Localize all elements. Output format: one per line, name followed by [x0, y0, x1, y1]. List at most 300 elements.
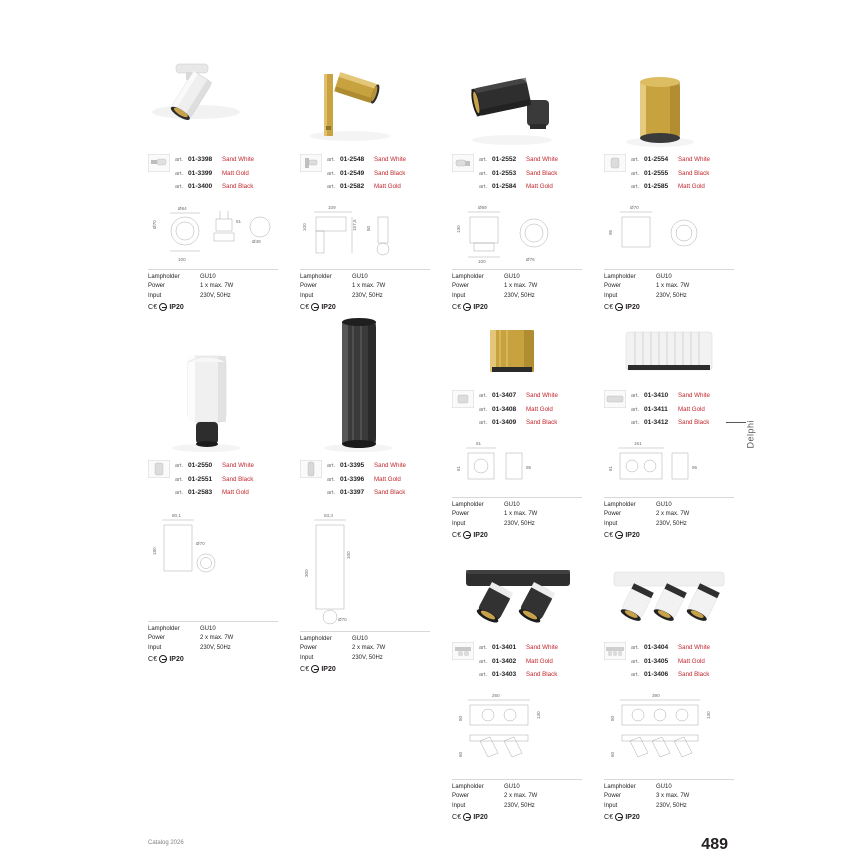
art-label: art. [327, 170, 336, 177]
svg-text:100: 100 [478, 258, 486, 264]
art-label: art. [631, 170, 640, 177]
product-photo-9 [452, 556, 582, 634]
spec-key-input: Input [148, 644, 162, 651]
finish-name: Sand Black [526, 169, 558, 177]
code-row [479, 417, 582, 429]
ce-mark: C€ [148, 655, 158, 663]
enec-icon [159, 303, 167, 311]
art-number: 01-2551 [188, 475, 213, 483]
code-row [479, 168, 582, 180]
code-row [479, 154, 582, 166]
spec-val-lampholder: GU10 [504, 783, 520, 790]
finish-name: Sand White [678, 392, 710, 399]
code-row [479, 404, 582, 416]
finish-name: Sand White [222, 462, 254, 469]
finish-name: Sand White [526, 644, 558, 651]
svg-text:Ø70: Ø70 [338, 616, 347, 622]
ip-rating: IP20 [625, 531, 640, 539]
spec-key-input: Input [604, 802, 618, 809]
spec-val-lampholder: GU10 [504, 273, 520, 280]
ip-rating: IP20 [473, 303, 488, 311]
art-label: art. [327, 157, 336, 163]
code-block-7 [452, 390, 582, 431]
svg-text:390: 390 [652, 692, 660, 698]
spec-key-input: Input [148, 292, 162, 299]
spec-val-input: 230V, 50Hz [656, 292, 687, 299]
svg-text:95: 95 [608, 229, 613, 235]
series-label-rule [726, 422, 746, 423]
spec-key-power: Power [604, 511, 622, 517]
svg-text:130: 130 [456, 224, 461, 233]
art-label: art. [175, 184, 184, 190]
art-number: 01-3400 [188, 183, 213, 190]
ce-mark: C€ [604, 303, 614, 311]
art-number: 01-3403 [492, 671, 517, 678]
product-photo-5 [148, 322, 278, 452]
enec-icon [311, 665, 319, 673]
spec-key-lampholder: Lampholder [452, 501, 484, 508]
enec-icon [463, 813, 471, 821]
spec-val-lampholder: GU10 [504, 501, 520, 508]
certification-badges-9 [452, 813, 582, 821]
spec-key-input: Input [300, 654, 314, 661]
svg-text:61: 61 [236, 218, 242, 224]
spec-table-1 [148, 269, 278, 312]
code-row [479, 390, 582, 402]
art-number: 01-3410 [644, 392, 669, 399]
code-row [175, 168, 278, 180]
finish-name: Matt Gold [526, 657, 553, 665]
svg-text:83,3: 83,3 [324, 512, 333, 518]
finish-thumbnail-9 [452, 642, 474, 660]
code-row [327, 154, 430, 166]
spec-key-input: Input [300, 292, 314, 299]
finish-thumbnail-4 [604, 154, 626, 172]
code-row [327, 474, 430, 486]
art-number: 01-3399 [188, 169, 213, 177]
code-row [631, 656, 734, 668]
art-number: 01-3402 [492, 657, 517, 665]
art-label: art. [479, 184, 488, 190]
svg-text:81: 81 [608, 465, 613, 471]
code-block-5 [148, 460, 278, 501]
spec-key-power: Power [452, 511, 470, 517]
art-number: 01-2584 [492, 183, 517, 190]
spec-val-input: 230V, 50Hz [200, 644, 231, 651]
art-number: 01-3397 [340, 489, 365, 496]
spec-key-power: Power [604, 793, 622, 799]
dimension-drawing-6 [300, 507, 430, 627]
art-label: art. [631, 658, 640, 665]
certification-badges-10 [604, 813, 734, 821]
dimension-drawing-2 [300, 201, 430, 265]
enec-icon [159, 655, 167, 663]
art-label: art. [479, 406, 488, 413]
spec-key-input: Input [452, 520, 466, 527]
product-photo-4 [604, 40, 734, 150]
certification-badges-5 [148, 655, 278, 663]
art-number: 01-3407 [492, 392, 517, 399]
finish-name: Sand White [222, 156, 254, 163]
spec-val-lampholder: GU10 [656, 273, 672, 280]
ce-mark: C€ [148, 303, 158, 311]
enec-icon [615, 531, 623, 539]
art-number: 01-3396 [340, 475, 365, 483]
code-row [175, 181, 278, 193]
spec-val-power: 1 x max. 7W [352, 283, 386, 289]
art-label: art. [479, 420, 488, 426]
dimension-drawing-10 [604, 689, 734, 775]
enec-icon [463, 531, 471, 539]
spec-key-lampholder: Lampholder [148, 273, 180, 280]
spec-val-power: 1 x max. 7W [200, 283, 234, 289]
svg-text:157,5: 157,5 [352, 219, 357, 231]
finish-thumbnail-2 [300, 154, 322, 172]
certification-badges-3 [452, 303, 582, 311]
certification-badges-4 [604, 303, 734, 311]
product-photo-1 [148, 40, 278, 150]
spec-key-power: Power [300, 283, 318, 289]
spec-val-input: 230V, 50Hz [352, 292, 383, 299]
spec-val-lampholder: GU10 [656, 783, 672, 790]
spec-key-power: Power [148, 635, 166, 641]
art-label: art. [479, 658, 488, 665]
art-number: 01-3411 [644, 405, 668, 413]
svg-text:260: 260 [492, 692, 500, 698]
ce-mark: C€ [452, 303, 462, 311]
svg-text:Ø69: Ø69 [478, 204, 487, 210]
spec-val-input: 230V, 50Hz [656, 802, 687, 809]
certification-badges-1 [148, 303, 278, 311]
svg-text:81: 81 [476, 440, 482, 446]
ce-mark: C€ [300, 665, 310, 673]
ip-rating: IP20 [321, 665, 336, 673]
svg-text:Ø70: Ø70 [630, 204, 639, 210]
code-row [631, 390, 734, 402]
spec-val-input: 230V, 50Hz [656, 520, 687, 527]
code-row [631, 181, 734, 193]
product-card-4 [604, 40, 734, 311]
art-label: art. [327, 476, 336, 483]
finish-name: Sand Black [222, 183, 254, 190]
svg-text:Ø70: Ø70 [152, 219, 157, 229]
spec-val-power: 3 x max. 7W [656, 793, 690, 799]
ip-rating: IP20 [625, 303, 640, 311]
finish-name: Matt Gold [222, 169, 249, 177]
spec-key-power: Power [148, 283, 166, 289]
product-card-1 [148, 40, 278, 311]
art-number: 01-3404 [644, 644, 669, 651]
spec-key-lampholder: Lampholder [452, 273, 484, 280]
art-number: 01-2553 [492, 169, 517, 177]
spec-val-power: 2 x max. 7W [352, 645, 386, 651]
spec-key-power: Power [452, 283, 470, 289]
code-block-9 [452, 642, 582, 683]
code-row [327, 460, 430, 472]
ip-rating: IP20 [169, 655, 184, 663]
svg-text:300: 300 [304, 568, 309, 577]
art-number: 01-2555 [644, 169, 669, 177]
art-label: art. [327, 463, 336, 469]
product-card-6 [300, 310, 430, 673]
code-block-4 [604, 154, 734, 195]
code-row [327, 487, 430, 499]
art-number: 01-3412 [644, 419, 669, 426]
art-label: art. [479, 645, 488, 651]
spec-key-lampholder: Lampholder [452, 783, 484, 790]
finish-name: Sand Black [526, 419, 558, 426]
spec-val-power: 2 x max. 7W [656, 511, 690, 517]
finish-name: Sand White [526, 156, 558, 163]
art-label: art. [175, 463, 184, 469]
art-number: 01-3408 [492, 405, 517, 413]
art-label: art. [327, 184, 336, 190]
certification-badges-7 [452, 531, 582, 539]
finish-name: Matt Gold [374, 475, 401, 483]
art-label: art. [631, 157, 640, 163]
dimension-drawing-8 [604, 437, 734, 493]
spec-key-input: Input [452, 802, 466, 809]
spec-val-input: 230V, 50Hz [504, 802, 535, 809]
finish-thumbnail-3 [452, 154, 474, 172]
svg-text:Ø70: Ø70 [196, 540, 205, 546]
code-row [175, 154, 278, 166]
spec-val-lampholder: GU10 [352, 273, 368, 280]
certification-badges-6 [300, 665, 430, 673]
svg-text:80: 80 [458, 715, 463, 721]
svg-text:80,1: 80,1 [172, 512, 181, 518]
art-label: art. [631, 393, 640, 399]
code-row [631, 417, 734, 429]
spec-key-lampholder: Lampholder [148, 625, 180, 632]
code-row [631, 404, 734, 416]
product-card-7 [452, 322, 582, 539]
art-label: art. [631, 645, 640, 651]
product-card-2 [300, 40, 430, 311]
spec-val-power: 2 x max. 7W [200, 635, 234, 641]
finish-name: Sand White [678, 156, 710, 163]
finish-thumbnail-6 [300, 460, 322, 478]
dim-label: Ø64 [178, 205, 187, 211]
spec-key-power: Power [300, 645, 318, 651]
ce-mark: C€ [452, 813, 462, 821]
product-photo-8 [604, 322, 734, 382]
finish-name: Matt Gold [678, 405, 705, 413]
finish-thumbnail-7 [452, 390, 474, 408]
spec-table-3 [452, 269, 582, 312]
art-number: 01-2549 [340, 169, 365, 177]
spec-table-6 [300, 631, 430, 674]
certification-badges-8 [604, 531, 734, 539]
svg-text:Ø76: Ø76 [526, 256, 535, 262]
svg-text:81: 81 [456, 465, 461, 471]
art-number: 01-2550 [188, 462, 213, 469]
finish-name: Sand White [678, 644, 710, 651]
svg-text:130: 130 [706, 710, 711, 719]
product-photo-10 [604, 556, 734, 634]
art-label: art. [175, 476, 184, 483]
ip-rating: IP20 [625, 813, 640, 821]
svg-text:60: 60 [458, 751, 463, 757]
art-label: art. [631, 406, 640, 413]
art-number: 01-3398 [188, 156, 213, 163]
spec-val-power: 1 x max. 7W [656, 283, 690, 289]
svg-text:80: 80 [366, 225, 371, 231]
art-number: 01-2552 [492, 156, 517, 163]
art-number: 01-2554 [644, 156, 669, 163]
finish-name: Matt Gold [526, 405, 553, 413]
spec-val-power: 2 x max. 7W [504, 793, 538, 799]
code-row [175, 474, 278, 486]
spec-table-10 [604, 779, 734, 822]
enec-icon [463, 303, 471, 311]
art-label: art. [175, 170, 184, 177]
spec-key-power: Power [452, 793, 470, 799]
svg-text:100: 100 [346, 550, 351, 559]
art-label: art. [175, 157, 184, 163]
dimension-drawing-4 [604, 201, 734, 265]
finish-name: Matt Gold [222, 489, 249, 496]
spec-val-lampholder: GU10 [656, 501, 672, 508]
spec-table-4 [604, 269, 734, 312]
spec-key-lampholder: Lampholder [300, 273, 332, 280]
svg-text:95: 95 [526, 464, 532, 470]
ip-rating: IP20 [473, 531, 488, 539]
code-row [327, 168, 430, 180]
code-row [175, 460, 278, 472]
code-row [631, 168, 734, 180]
svg-text:109: 109 [328, 204, 336, 210]
art-number: 01-2583 [188, 489, 213, 496]
spec-key-lampholder: Lampholder [604, 783, 636, 790]
spec-val-input: 230V, 50Hz [352, 654, 383, 661]
finish-name: Matt Gold [678, 657, 705, 665]
art-label: art. [479, 672, 488, 678]
finish-name: Sand Black [678, 671, 710, 678]
svg-text:180: 180 [152, 546, 157, 555]
product-photo-3 [452, 40, 582, 150]
ce-mark: C€ [452, 531, 462, 539]
art-number: 01-2582 [340, 183, 365, 190]
ip-rating: IP20 [169, 303, 184, 311]
ce-mark: C€ [604, 531, 614, 539]
spec-table-7 [452, 497, 582, 540]
spec-table-2 [300, 269, 430, 312]
art-label: art. [479, 393, 488, 399]
spec-table-5 [148, 621, 278, 664]
spec-key-input: Input [604, 520, 618, 527]
art-label: art. [327, 490, 336, 496]
product-card-5 [148, 322, 278, 663]
code-row [479, 642, 582, 654]
dimension-drawing-5 [148, 507, 278, 617]
code-block-2 [300, 154, 430, 195]
ip-rating: IP20 [321, 303, 336, 311]
svg-text:95: 95 [692, 464, 698, 470]
art-label: art. [479, 157, 488, 163]
finish-name: Sand Black [678, 419, 710, 426]
finish-name: Sand Black [374, 169, 406, 177]
spec-val-power: 1 x max. 7W [504, 511, 538, 517]
svg-text:Ø49: Ø49 [252, 238, 261, 244]
spec-val-input: 230V, 50Hz [504, 292, 535, 299]
code-block-1 [148, 154, 278, 195]
ip-rating: IP20 [473, 813, 488, 821]
spec-val-lampholder: GU10 [200, 273, 216, 280]
finish-name: Matt Gold [678, 183, 705, 190]
product-photo-6 [300, 310, 430, 452]
finish-name: Sand Black [678, 169, 710, 177]
enec-icon [615, 303, 623, 311]
svg-text:130: 130 [536, 710, 541, 719]
ce-mark: C€ [604, 813, 614, 821]
art-label: art. [479, 170, 488, 177]
art-label: art. [631, 420, 640, 426]
dimension-drawing-1 [148, 201, 278, 265]
finish-name: Sand White [374, 156, 406, 163]
page-number: 489 [701, 836, 728, 853]
svg-text:100: 100 [178, 256, 186, 262]
spec-key-input: Input [604, 292, 618, 299]
art-number: 01-3405 [644, 657, 669, 665]
svg-text:161: 161 [634, 440, 642, 446]
art-number: 01-3409 [492, 419, 517, 426]
code-block-3 [452, 154, 582, 195]
code-block-10 [604, 642, 734, 683]
dimension-drawing-7 [452, 437, 582, 493]
product-photo-7 [452, 322, 582, 382]
enec-icon [615, 813, 623, 821]
finish-name: Matt Gold [374, 183, 401, 190]
finish-name: Sand White [374, 462, 406, 469]
finish-name: Sand Black [222, 475, 254, 483]
code-row [631, 669, 734, 681]
spec-key-lampholder: Lampholder [300, 635, 332, 642]
finish-thumbnail-8 [604, 390, 626, 408]
svg-text:80: 80 [610, 715, 615, 721]
ce-mark: C€ [300, 303, 310, 311]
finish-thumbnail-10 [604, 642, 626, 660]
dimension-drawing-9 [452, 689, 582, 775]
footer-catalog-year: Catalog 2026 [148, 840, 184, 846]
art-label: art. [631, 672, 640, 678]
svg-text:60: 60 [610, 751, 615, 757]
art-number: 01-3406 [644, 671, 669, 678]
product-card-3 [452, 40, 582, 311]
code-block-6 [300, 460, 430, 501]
spec-val-lampholder: GU10 [352, 635, 368, 642]
art-label: art. [631, 184, 640, 190]
spec-val-input: 230V, 50Hz [504, 520, 535, 527]
spec-val-input: 230V, 50Hz [200, 292, 231, 299]
art-number: 01-3395 [340, 462, 365, 469]
product-card-10 [604, 556, 734, 821]
art-label: art. [175, 490, 184, 496]
svg-text:100: 100 [302, 222, 307, 231]
spec-table-9 [452, 779, 582, 822]
code-row [631, 154, 734, 166]
code-row [479, 181, 582, 193]
code-row [175, 487, 278, 499]
code-row [631, 642, 734, 654]
art-number: 01-2548 [340, 156, 365, 163]
spec-key-lampholder: Lampholder [604, 273, 636, 280]
finish-thumbnail-5 [148, 460, 170, 478]
code-row [327, 181, 430, 193]
art-number: 01-3401 [492, 644, 517, 651]
finish-thumbnail-1 [148, 154, 170, 172]
spec-table-8 [604, 497, 734, 540]
